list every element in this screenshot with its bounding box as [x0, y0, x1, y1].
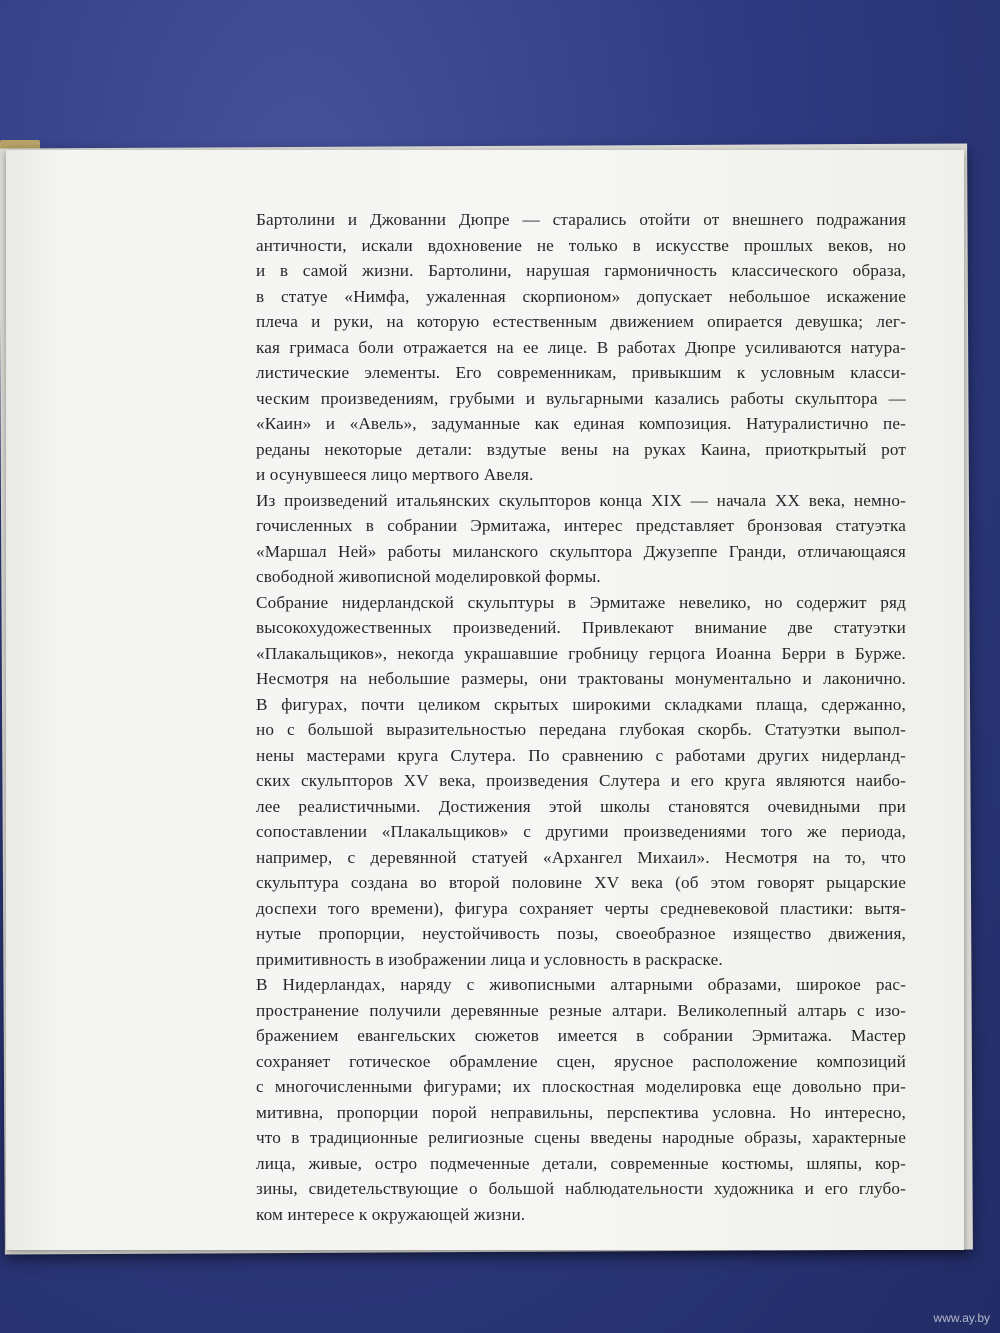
text-line: высокохудожественных произведений. Привлекают внимание две статуэтки — [256, 618, 906, 637]
text-line: но с большой выразительностью передана глубокая скорбь. Статуэтки выпол- — [256, 720, 906, 739]
text-line: митивна, пропорции порой неправильны, перспектива условна. Но интересно, — [256, 1102, 906, 1122]
text-line: зины, свидетельствующие о большой наблюдательности художника и его глубо- — [256, 1179, 906, 1198]
text-line: гочисленных в собрании Эрмитажа, интерес представляет бронзовая статуэтка — [256, 516, 906, 535]
text-line: Из произведений итальянских скульпторов конца XIX — начала XX века, немно- — [256, 490, 906, 510]
text-line: например, с деревянной статуей «Архангел Михаил». Несмотря на то, что — [256, 847, 906, 867]
text-line: лее реалистичными. Достижения этой школы становятся очевидными при — [256, 796, 906, 816]
text-line: сохраняет готическое обрамление сцен, ярусное расположение композиций — [256, 1051, 906, 1071]
text-line: ских скульпторов XV века, произведения Слутера и его круга являются наибо- — [256, 771, 906, 790]
text-line: «Маршал Ней» работы миланского скульптора Джузеппе Гранди, отличающаяся — [256, 541, 906, 561]
text-line: с многочисленными фигурами; их плоскостная моделировка еще довольно при- — [256, 1077, 906, 1096]
text-line: В Нидерландах, наряду с живописными алтарными образами, широкое рас- — [256, 975, 906, 994]
watermark: www.ay.by — [933, 1311, 990, 1325]
text-line: античности, искали вдохновение не только в искусстве прошлых веков, но — [256, 235, 906, 255]
text-line: что в традиционные религиозные сцены введены народные образы, характерные — [256, 1128, 906, 1147]
text-line: бражением евангельских сюжетов имеется в собрании Эрмитажа. Мастер — [256, 1026, 906, 1045]
text-line: ком интересе к окружающей жизни. — [256, 1204, 526, 1224]
text-line: нены мастерами круга Слутера. По сравнению с работами других нидерланд- — [256, 745, 906, 765]
text-line: кая гримаса боли отражается на ее лице. В работах Дюпре усиливаются натура- — [256, 337, 906, 357]
text-line: Собрание нидерландской скульптуры в Эрмитаже невелико, но содержит ряд — [256, 592, 906, 612]
text-line: нутые пропорции, неустойчивость позы, своеобразное изящество движения, — [256, 924, 906, 943]
text-line: ческим произведениям, грубыми и вульгарными казались работы скульптора — — [256, 388, 906, 408]
text-line: в статуе «Нимфа, ужаленная скорпионом» допускает небольшое искажение — [256, 286, 906, 306]
text-line: листические элементы. Его современникам, привыкшим к условным класси- — [256, 363, 906, 382]
text-line: и осунувшееся лицо мертвого Авеля. — [256, 465, 534, 484]
text-line: «Плакальщиков», некогда украшавшие гробницу герцога Иоанна Берри в Бурже. — [256, 643, 906, 663]
text-line: примитивность в изображении лица и условность в раскраске. — [256, 949, 723, 969]
text-line: пространение получили деревянные резные алтари. Великолепный алтарь с изо- — [256, 1000, 906, 1020]
text-line: В фигурах, почти целиком скрытых широкими складками плаща, сдержанно, — [256, 694, 906, 714]
page-text — [256, 207, 906, 1227]
text-line: плеча и руки, на которую естественным движением опирается девушка; лег- — [256, 312, 906, 331]
text-line: лица, живые, остро подмеченные детали, современные костюмы, шляпы, кор- — [256, 1153, 906, 1173]
text-line: скульптура создана во второй половине XV века (об этом говорят рыцарские — [256, 873, 906, 892]
text-line: Несмотря на небольшие размеры, они трактованы монументально и лаконично. — [256, 669, 906, 688]
text-line: доспехи того времени), фигура сохраняет черты средневековой пластики: вытя- — [256, 898, 906, 918]
text-line: Бартолини и Джованни Дюпре — старались отойти от внешнего подражания — [256, 210, 906, 229]
text-line: «Каин» и «Авель», задуманные как единая композиция. Натуралистично пе- — [256, 414, 906, 433]
text-line: свободной живописной моделировкой формы. — [256, 567, 601, 586]
text-line: и в самой жизни. Бартолини, нарушая гармоничность классического образа, — [256, 261, 906, 280]
text-line: реданы некоторые детали: вздутые вены на руках Каина, приоткрытый рот — [256, 439, 906, 459]
text-line: сопоставлении «Плакальщиков» с другими произведениями того же периода, — [256, 822, 906, 841]
